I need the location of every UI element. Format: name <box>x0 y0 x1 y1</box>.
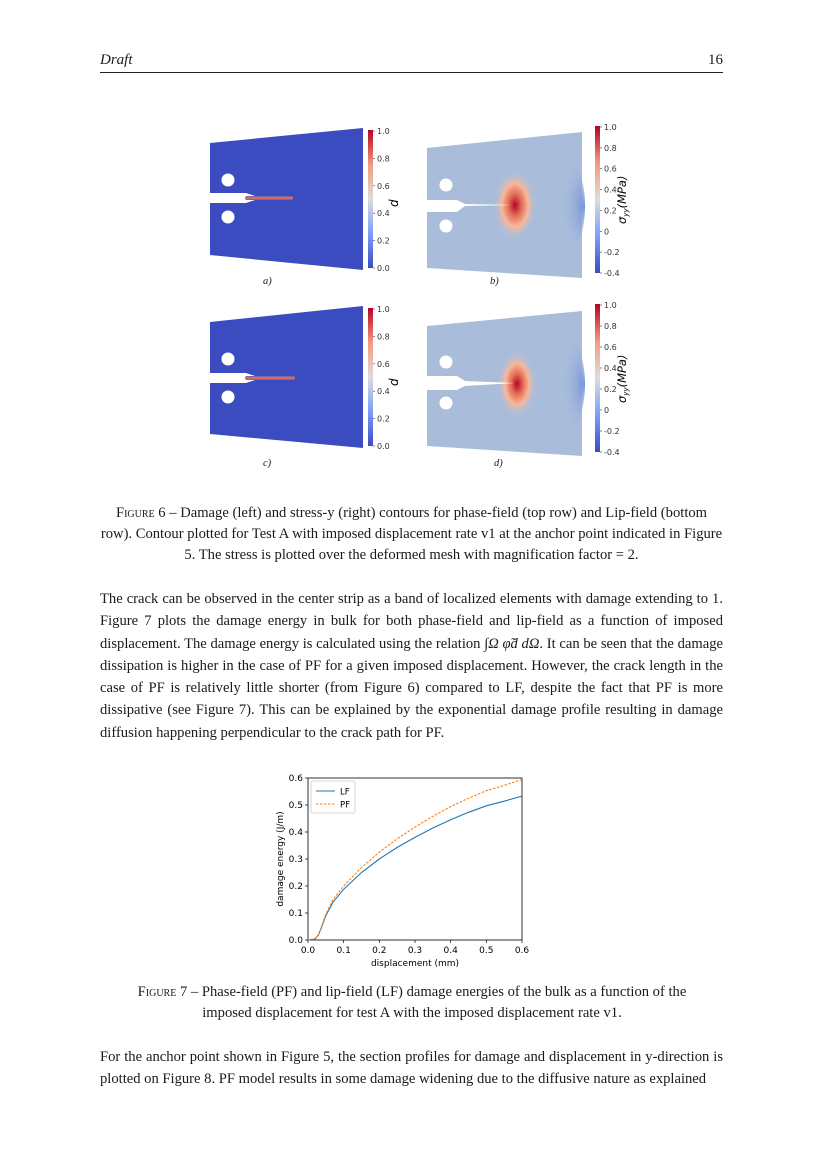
y-tick-label: 0.0 <box>288 936 303 946</box>
x-tick-label: 0.3 <box>407 946 423 956</box>
svg-text:σyy(MPa): σyy(MPa) <box>615 175 630 224</box>
y-tick-label: 0.4 <box>288 828 303 838</box>
energy-formula: ∫Ω φ̃d dΩ <box>484 635 540 652</box>
y-tick-label: 0.3 <box>288 855 303 865</box>
colorbar-tick-label: 0.6 <box>604 164 617 174</box>
panel-b-stress-pf <box>427 132 585 278</box>
legend-lf-label: LF <box>340 787 350 798</box>
body-paragraph-2: For the anchor point shown in Figure 5, the section profiles for damage and displacement in y-direction is plotted on Figure 8. PF model results in some damage widening due to the diffusive nature as explained <box>100 1049 723 1088</box>
colorbar-tick-label: 0.8 <box>604 143 617 153</box>
colorbar-tick-label: -0.4 <box>604 448 620 457</box>
figure-6 <box>195 118 655 478</box>
figure-7-caption <box>118 982 706 1024</box>
x-tick-label: 0.4 <box>443 946 458 956</box>
colorbar-tick-label: 0.6 <box>604 343 617 352</box>
figure-6-caption-text: – Damage (left) and stress-y (right) contours for phase-field (top row) and Lip-field (bottom row). Contour plotted for Test A with imposed displacement rate v1 at the anchor point indicated in Figure 5. The stress is plotted over the deformed mesh with magnification factor = 2. <box>100 505 723 563</box>
panel-label-d: d) <box>494 458 503 469</box>
figure-7-chart <box>270 772 540 972</box>
x-axis-label: displacement (mm) <box>370 959 460 969</box>
header-rule <box>100 72 723 73</box>
stress-label-symbol: σ <box>615 216 629 224</box>
damage-colorbar-bottom <box>368 305 401 451</box>
colorbar-tick-label: 0 <box>604 227 610 237</box>
page-header <box>100 52 723 72</box>
svg-text:d: d <box>387 378 401 386</box>
colorbar-tick-label: 0.8 <box>604 322 617 331</box>
y-tick-label: 0.5 <box>288 801 303 811</box>
colorbar-tick-label: 0.0 <box>377 264 390 273</box>
colorbar-tick-label: -0.2 <box>604 248 620 258</box>
colorbar-tick-label: 1.0 <box>604 301 617 310</box>
colorbar-tick-label: 0.4 <box>377 387 390 397</box>
colorbar-tick-label: 0.6 <box>377 359 390 369</box>
figure-6-caption <box>100 503 723 566</box>
running-title: Draft <box>100 52 133 68</box>
x-tick-label: 0.5 <box>479 946 494 956</box>
x-tick-label: 0.2 <box>372 946 387 956</box>
legend <box>311 781 355 813</box>
figure-6-caption-label: Figure 6 <box>115 505 166 521</box>
y-axis-label: damage energy (J/m) <box>276 811 286 907</box>
panel-c-damage-lf <box>210 306 363 448</box>
colorbar-tick-label: 0.2 <box>604 206 617 216</box>
colorbar-tick-label: 0.8 <box>377 332 390 342</box>
colorbar-tick-label: 1.0 <box>604 123 617 132</box>
y-tick-label: 0.2 <box>288 882 303 892</box>
x-tick-label: 0.1 <box>336 946 351 956</box>
x-tick-label: 0.6 <box>514 946 530 956</box>
damage-colorbar-top <box>368 127 401 273</box>
colorbar-tick-label: 0.0 <box>377 442 390 451</box>
panel-d-stress-lf <box>427 311 585 456</box>
panel-label-c: c) <box>263 458 272 469</box>
colorbar-tick-label: 0.8 <box>377 154 390 164</box>
colorbar-tick-label: 0.4 <box>377 209 390 219</box>
colorbar-tick-label: -0.4 <box>604 269 620 278</box>
y-tick-label: 0.6 <box>288 774 303 784</box>
x-tick-label: 0.0 <box>300 946 316 956</box>
panel-a-damage-pf <box>210 128 363 270</box>
colorbar-tick-label: 0 <box>604 406 610 415</box>
svg-text:σyy(MPa): σyy(MPa) <box>615 354 630 403</box>
colorbar-tick-label: 0.2 <box>377 414 390 424</box>
colorbar-tick-label: 0.4 <box>604 185 617 195</box>
colorbar-tick-label: 0.6 <box>377 181 390 191</box>
colorbar-tick-label: -0.2 <box>604 427 620 436</box>
colorbar-tick-label: 1.0 <box>377 305 390 314</box>
colorbar-tick-label: 0.2 <box>377 236 390 246</box>
colorbar-tick-label: 0.2 <box>604 385 617 394</box>
colorbar-tick-label: 1.0 <box>377 127 390 136</box>
colorbar-tick-label: 0.4 <box>604 364 617 373</box>
panel-label-b: b) <box>490 276 499 287</box>
stress-colorbar-bottom <box>595 301 630 457</box>
damage-colorbar-label: d <box>387 199 401 207</box>
figure-7-caption-label: Figure 7 <box>137 984 188 1000</box>
y-tick-label: 0.1 <box>288 909 303 919</box>
figure-7-caption-text: – Phase-field (PF) and lip-field (LF) damage energies of the bulk as a function of the imposed displacement for test A with the imposed displacement rate v1. <box>187 984 687 1021</box>
stress-colorbar-top <box>595 123 630 278</box>
legend-pf-label: PF <box>340 800 351 811</box>
body-paragraph-1: The crack can be observed in the center strip as a band of localized elements with damage extending to 1. Figure 7 plots the damage energy in bulk for both phase-field and lip-field as a function of imposed displacement. The damage energy is calculated using the relation ∫Ω φ̃d dΩ. It can be seen that the damage dissipation is higher in the case of PF for a given imposed displacement. However, the crack length in the case of PF is relatively little shorter (from Figure 6) compared to LF, despite the fact that PF is more dissipative (see Figure 7). This can be explained by the exponential damage profile resulting in damage diffusion happening perpendicular to the crack path for PF. <box>100 591 723 741</box>
panel-label-a: a) <box>263 276 272 287</box>
page-number: 16 <box>708 52 723 68</box>
